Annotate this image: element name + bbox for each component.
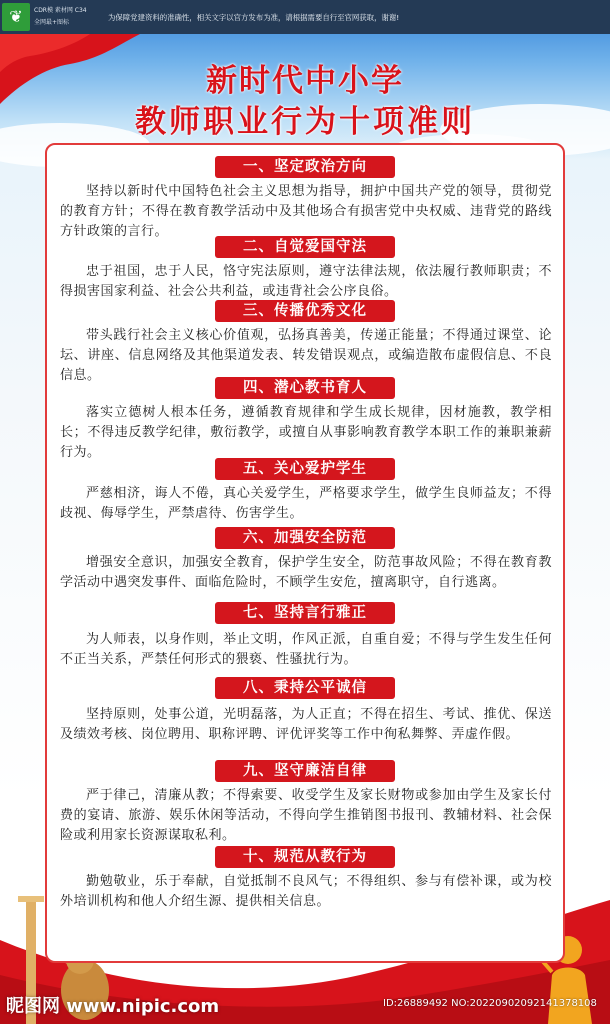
section-title: 二、自觉爱国守法 (215, 236, 395, 258)
section-body: 勤勉敬业，乐于奉献，自觉抵制不良风气；不得组织、参与有偿补课，或为校外培训机构和他人介绍生源、提供相关信息。 (60, 874, 552, 909)
top-notice-bar (0, 0, 610, 34)
page-title-line-1: 新时代中小学 (206, 63, 404, 99)
watermark-id: ID:26889492 NO:20220902092141378108 (383, 998, 597, 1009)
section-body: 为人师表，以身作则，举止文明，作风正派，自重自爱；不得与学生发生任何不正当关系，严禁任何形式的猥亵、性骚扰行为。 (60, 632, 552, 667)
section-title: 八、秉持公平诚信 (215, 677, 395, 699)
section-body: 严于律己，清廉从教；不得索要、收受学生及家长财物或参加由学生及家长付费的宴请、旅游、娱乐休闲等活动，不得向学生推销图书报刊、教辅材料、社会保险或利用家长资源谋取私利。 (60, 788, 552, 843)
section-title: 五、关心爱护学生 (215, 458, 395, 480)
section-title: 一、坚定政治方向 (215, 156, 395, 178)
section-title: 三、传播优秀文化 (215, 300, 395, 322)
logo-text-1: CDR模 素材网 C34 (34, 7, 87, 14)
section-body: 增强安全意识，加强安全教育，保护学生安全，防范事故风险；不得在教育教学活动中遇突发事件、面临危险时，不顾学生安危，擅离职守，自行逃离。 (60, 555, 552, 590)
section-title: 七、坚持言行雅正 (215, 602, 395, 624)
site-logo (2, 3, 87, 31)
section-title: 九、坚守廉洁自律 (215, 760, 395, 782)
section-body: 坚持原则，处事公道，光明磊落，为人正直；不得在招生、考试、推优、保送及绩效考核、岗位聘用、职称评聘、评优评奖等工作中徇私舞弊、弄虚作假。 (60, 707, 552, 742)
watermark-site: 昵图网 www.nipic.com (6, 996, 220, 1017)
section-body: 忠于祖国，忠于人民，恪守宪法原则，遵守法律法规，依法履行教师职责；不得损害国家利益、社会公共利益，或违背社会公序良俗。 (60, 264, 552, 299)
section-body: 带头践行社会主义核心价值观，弘扬真善美，传递正能量；不得通过课堂、论坛、讲座、信息网络及其他渠道发表、转发错误观点，或编造散布虚假信息、不良信息。 (60, 328, 552, 383)
leaf-logo-icon: ❦ (2, 3, 30, 31)
section-body: 严慈相济，诲人不倦，真心关爱学生，严格要求学生，做学生良师益友；不得歧视、侮辱学生，严禁虐待、伤害学生。 (60, 486, 552, 521)
section-title: 四、潜心教书育人 (215, 377, 395, 399)
notice-text: 为保障党建资料的准确性，相关文字以官方发布为准，请根据需要自行至官网获取，谢谢! (108, 13, 400, 22)
section-title: 六、加强安全防范 (215, 527, 395, 549)
section-body: 落实立德树人根本任务，遵循教育规律和学生成长规律，因材施教，教学相长；不得违反教学纪律，敷衍教学，或擅自从事影响教育教学本职工作的兼职兼薪行为。 (60, 405, 552, 460)
section-body: 坚持以新时代中国特色社会主义思想为指导，拥护中国共产党的领导，贯彻党的教育方针；不得在教育教学活动中及其他场合有损害党中央权威、违背党的路线方针政策的言行。 (60, 184, 552, 239)
logo-text-2: 全网最+图标 (34, 19, 70, 26)
section-title: 十、规范从教行为 (215, 846, 395, 868)
page-title-line-2: 教师职业行为十项准则 (135, 104, 475, 140)
